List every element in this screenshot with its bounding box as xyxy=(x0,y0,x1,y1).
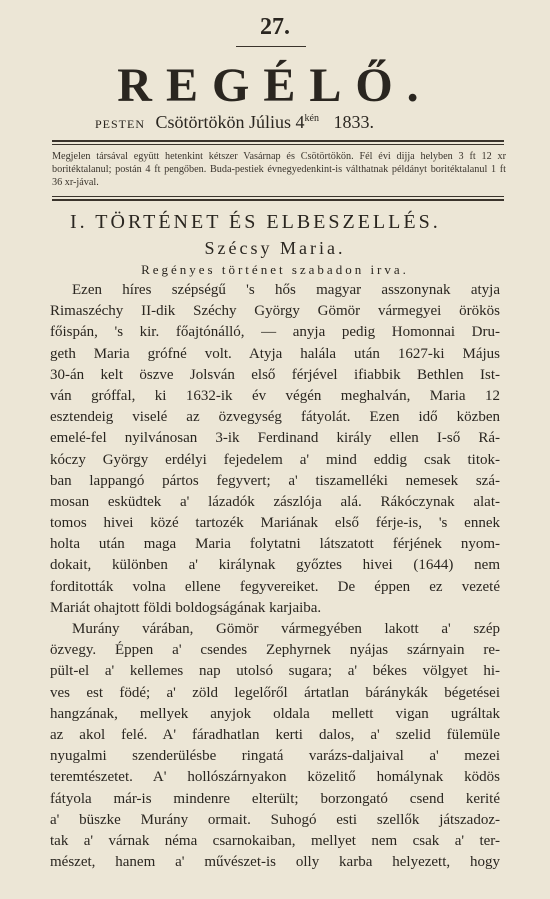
text-line: pült-el a' kellemes nap utolsó sugara; a' békes völgyet hi- xyxy=(50,663,500,680)
text-line: Rimaszéchy II-dik Széchy György Gömör vármegyei örökös xyxy=(50,303,500,320)
section-heading: I. TÖRTÉNET ÉS ELBESZELLÉS. xyxy=(70,211,441,233)
text-line: forditották volna ellene fegyvereiket. De éppen ez vezeté xyxy=(50,578,500,595)
text-line: özvegy. Éppen a' csendes Zephyrnek nyájas szárnyain re- xyxy=(50,642,500,659)
text-line: ván gróffal, ki 1632-ik év végén meghalván, Maria 12 xyxy=(50,387,500,404)
text-line: mészet, hanem a' művészet-is olly karba helyezett, hogy xyxy=(50,854,500,871)
text-line: fátyola már-is mindenre elterült; borzongató csend kerité xyxy=(50,790,500,807)
header-rule-bottom-thin xyxy=(52,196,504,197)
dateline xyxy=(95,112,515,133)
text-line: ban lappangó pártos fegyvert; a' tiszamelléki nemesek szá- xyxy=(50,472,500,489)
text-line: emelé-fel nyilvánosan 3-ik Ferdinand király ellen I-ső Rá- xyxy=(50,430,500,447)
text-line: 30-án kelt öszve Jolsván első férjével ifiabbik Bethlen Ist- xyxy=(50,366,500,383)
text-line: az akol felé. A' fáradhatlan kerti dalos, a' szelid fülemüle xyxy=(50,726,500,743)
text-line: Mariát ohajtott földi boldogságának karjaiba. xyxy=(50,599,322,616)
text-line: Murány várában, Gömör vármegyében lakott a' szép xyxy=(72,621,500,637)
dateline-weekday: Csötörtökön Július 4 xyxy=(155,112,305,132)
article-body xyxy=(50,280,500,873)
subscription-notice: Megjelen társával együtt hetenkint kétszer Vasárnap és Csötörtökön. Fél évi dijja helyben 3 ft 12 xr boritéktalanul; postán 4 ft pengőben. Buda-pestiek évnegyedenkint-is válthatnak példányt boritéktalanul 1 ft 36 xr-jával. xyxy=(52,151,506,188)
novel-title: Szécsy Maria. xyxy=(204,238,346,258)
text-line: főispán, 's kir. főajtónálló, — anyja pedig Homonnai Dru- xyxy=(50,324,500,341)
text-line: mosan esküdtek a' lázadók zászlója alá. Rákóczynak alat- xyxy=(50,493,500,510)
header-rule-top xyxy=(52,140,504,142)
text-line: a' büszke Murány ormait. Suhogó esti szellők játszadoz- xyxy=(50,811,500,828)
text-line: kóczy György erdélyi fejedelem a' mind eddig csak titok- xyxy=(50,451,500,468)
text-line: dokait, különben a' királynak győztes hivei (1644) nem xyxy=(50,557,500,574)
header-rule-top-thin xyxy=(52,144,504,145)
text-line: ves est födé; a' zöld legelőről ártatlan báránykák bégetései xyxy=(50,684,500,701)
page-number-rule xyxy=(236,46,306,47)
masthead: REGÉLŐ. xyxy=(117,59,433,112)
text-line: hangzának, mellyek anyjok oldala mellett vigan ugráltak xyxy=(50,705,500,722)
dateline-city: PESTEN xyxy=(95,117,146,131)
header-rule-bottom xyxy=(52,199,504,201)
text-line: esztendeig viselé az özvegység fátyolát. Ezen idő közben xyxy=(50,409,500,426)
page-number: 27. xyxy=(260,14,290,40)
text-line: nyugalmi szenderülésbe ringatá varázs-daljaival a' mezei xyxy=(50,748,500,765)
text-line: tak a' várnak néma csarnokaiban, mellyet nem csak a' ter- xyxy=(50,832,500,849)
dateline-year: 1833. xyxy=(333,112,374,132)
text-line: tomos hivei közé tartozék Mariának első férje-is, 's ennek xyxy=(50,515,500,532)
text-line: holta után maga Maria folytatni látszatott férjének nyom- xyxy=(50,536,500,553)
text-line: geth Maria grófné volt. Atyja halála után 1627-ki Május xyxy=(50,345,500,362)
text-line: teremtészetet. A' hollószárnyakon közelitő homálynak ködös xyxy=(50,769,500,786)
text-line: Ezen híres szépségű 's hős magyar asszonynak atyja xyxy=(72,282,500,298)
novel-subtitle: Regényes történet szabadon irva. xyxy=(141,262,409,277)
dateline-day-suffix: kén xyxy=(304,113,319,124)
